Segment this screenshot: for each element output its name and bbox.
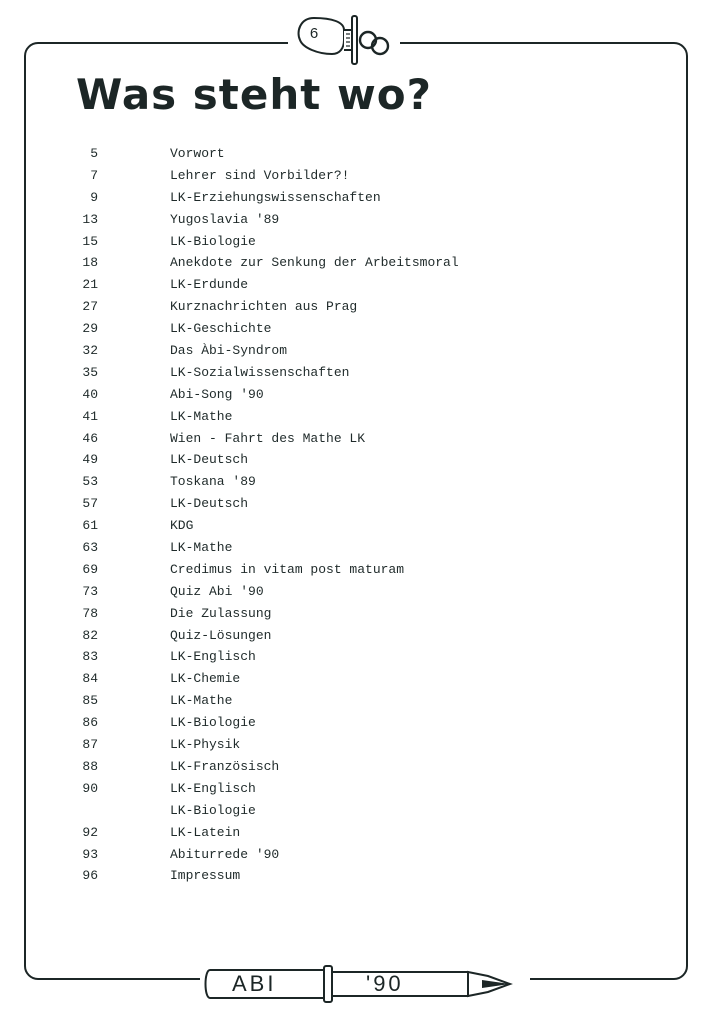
toc-entry (0, 712, 726, 734)
toc-title: LK-Biologie (170, 802, 256, 818)
toc-page-number: 13 (82, 211, 98, 227)
pen-year: '90 (366, 971, 404, 996)
toc-entry (0, 428, 726, 450)
toc-entry (0, 318, 726, 340)
toc-title: Vorwort (170, 146, 225, 161)
toc-title: LK-Biologie (170, 233, 256, 249)
toc-page-number: 85 (82, 693, 98, 709)
toc-entry (0, 493, 726, 515)
toc-title: LK-Sozialwissenschaften (170, 364, 350, 380)
toc-page-number: 57 (82, 496, 98, 512)
toc-title: Lehrer sind Vorbilder?! (170, 167, 350, 183)
toc-page-number: 61 (82, 518, 98, 534)
toc-entry (0, 800, 726, 822)
toc-page-number: 84 (82, 671, 98, 687)
toc-entry (0, 559, 726, 581)
toc-entry (0, 187, 726, 209)
toc-title: Kurznachrichten aus Prag (170, 299, 358, 315)
toc-page-number: 92 (82, 824, 98, 840)
toc-page-number: 18 (82, 255, 98, 271)
toc-page-number: 63 (82, 540, 98, 556)
toc-entry (0, 143, 726, 165)
toc-page-number: 53 (82, 474, 98, 490)
toc-entry (0, 668, 726, 690)
toc-entry (0, 734, 726, 756)
toc-title: Das Àbi-Syndrom (170, 343, 288, 359)
toc-page-number: 41 (82, 408, 98, 424)
toc-page-number: 78 (82, 605, 98, 621)
toc-page-number: 90 (82, 780, 98, 796)
toc-entry (0, 822, 726, 844)
toc-title: LK-Mathe (170, 693, 233, 709)
toc-entry (0, 537, 726, 559)
page-title: Was steht wo? (76, 70, 432, 119)
toc-page-number: 87 (82, 737, 98, 753)
table-of-contents (0, 143, 726, 887)
toc-entry (0, 471, 726, 493)
page-number: 6 (309, 25, 319, 42)
toc-entry (0, 406, 726, 428)
toc-page-number: 49 (82, 452, 98, 468)
toc-entry (0, 603, 726, 625)
toc-entry (0, 231, 726, 253)
toc-title: KDG (170, 518, 194, 534)
toc-entry (0, 384, 726, 406)
toc-page-number: 35 (82, 364, 98, 380)
toc-page-number: 93 (82, 846, 98, 862)
toc-title: LK-Französisch (170, 758, 280, 774)
toc-page-number: 73 (82, 583, 98, 599)
toc-page-number: 21 (82, 277, 98, 293)
toc-page-number: 88 (82, 758, 98, 774)
toc-entry (0, 581, 726, 603)
toc-entry (0, 209, 726, 231)
toc-title: Die Zulassung (170, 605, 272, 621)
toc-title: Credimus in vitam post maturam (170, 561, 405, 577)
toc-page-number: 86 (82, 715, 98, 731)
pen-label: ABI (232, 971, 277, 996)
toc-title: LK-Englisch (170, 780, 256, 796)
toc-title: Quiz Abi '90 (170, 583, 264, 599)
toc-title: LK-Mathe (170, 408, 233, 424)
toc-title: LK-Chemie (170, 671, 241, 687)
toc-entry (0, 340, 726, 362)
toc-title: LK-Physik (170, 737, 241, 753)
toc-title: Abiturrede '90 (170, 846, 280, 862)
toc-title: LK-Erdunde (170, 277, 249, 293)
toc-title: LK-Deutsch (170, 452, 249, 468)
toc-entry (0, 690, 726, 712)
toc-title: LK-Geschichte (170, 321, 272, 337)
toc-page-number: 9 (90, 189, 98, 205)
toc-page-number: 96 (82, 868, 98, 884)
toc-title: Abi-Song '90 (170, 386, 264, 402)
toc-entry (0, 362, 726, 384)
toc-entry (0, 252, 726, 274)
toc-page-number: 29 (82, 321, 98, 337)
toc-entry (0, 865, 726, 887)
toc-page-number: 82 (82, 627, 98, 643)
toc-entry (0, 515, 726, 537)
toc-page-number: 15 (82, 233, 98, 249)
toc-title: Impressum (170, 868, 241, 884)
toc-page-number: 69 (82, 561, 98, 577)
toc-title: LK-Mathe (170, 540, 233, 556)
toc-title: Wien - Fahrt des Mathe LK (170, 430, 366, 446)
toc-title: LK-Biologie (170, 715, 256, 731)
toc-entry (0, 165, 726, 187)
toc-title: LK-Englisch (170, 649, 256, 665)
toc-entry (0, 274, 726, 296)
toc-page-number: 40 (82, 386, 98, 402)
toc-entry (0, 296, 726, 318)
toc-page-number: 7 (90, 167, 98, 183)
toc-page-number: 46 (82, 430, 98, 446)
toc-entry (0, 844, 726, 866)
toc-entry (0, 646, 726, 668)
toc-title: LK-Deutsch (170, 496, 249, 512)
toc-entry (0, 449, 726, 471)
toc-page-number: 27 (82, 299, 98, 315)
toc-title: Yugoslavia '89 (170, 211, 280, 227)
toc-entry (0, 778, 726, 800)
toc-title: Toskana '89 (170, 474, 256, 490)
toc-title: Quiz-Lösungen (170, 627, 272, 643)
toc-title: LK-Erziehungswissenschaften (170, 189, 381, 205)
toc-title: LK-Latein (170, 824, 241, 840)
toc-page-number: 83 (82, 649, 98, 665)
toc-entry (0, 625, 726, 647)
toc-page-number: 32 (82, 343, 98, 359)
toc-title: Anekdote zur Senkung der Arbeitsmoral (170, 255, 459, 271)
toc-entry (0, 756, 726, 778)
toc-page-number: 5 (90, 146, 98, 161)
